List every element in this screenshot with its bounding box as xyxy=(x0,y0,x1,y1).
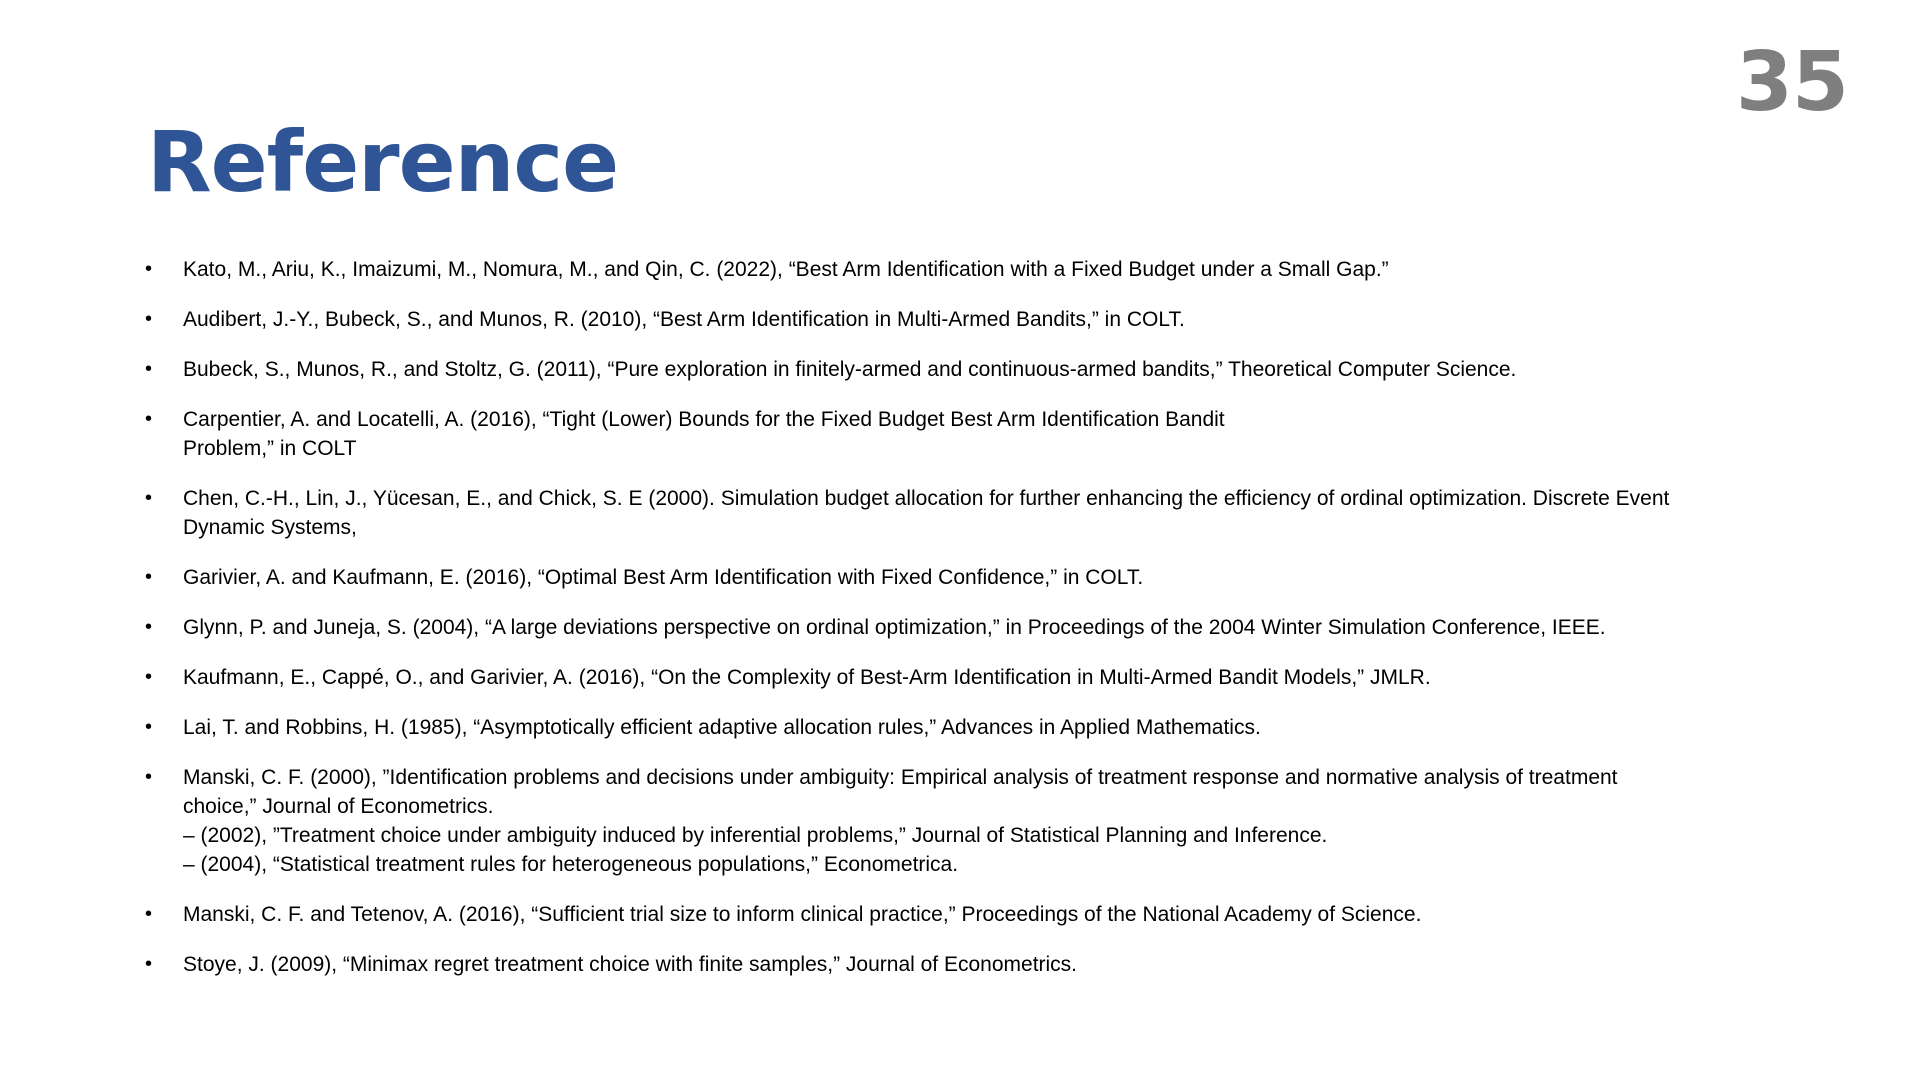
reference-subentry: – (2004), “Statistical treatment rules for heterogeneous populations,” Econometrica. xyxy=(183,853,959,876)
reference-item xyxy=(145,305,1805,334)
page-number: 35 xyxy=(1735,35,1848,130)
reference-item xyxy=(145,484,1805,542)
reference-text: Manski, C. F. (2000), ”Identification problems and decisions under ambiguity: Empirical analysis of treatment response and normative analysis of treatment xyxy=(183,766,1618,789)
reference-text: Audibert, J.-Y., Bubeck, S., and Munos, R. (2010), “Best Arm Identification in Multi-Armed Bandits,” in COLT. xyxy=(183,308,1185,331)
bullet-icon: • xyxy=(145,903,153,925)
reference-list xyxy=(145,255,1805,1000)
reference-item xyxy=(145,713,1805,742)
reference-item xyxy=(145,613,1805,642)
bullet-icon: • xyxy=(145,358,153,380)
reference-item xyxy=(145,563,1805,592)
bullet-icon: • xyxy=(145,716,153,738)
reference-text: Chen, C.-H., Lin, J., Yücesan, E., and Chick, S. E (2000). Simulation budget allocation for further enhancing the efficiency of ordinal optimization. Discrete Event xyxy=(183,487,1670,510)
bullet-icon: • xyxy=(145,308,153,330)
reference-text: Carpentier, A. and Locatelli, A. (2016), “Tight (Lower) Bounds for the Fixed Budget Best Arm Identification Bandit xyxy=(183,408,1225,431)
bullet-icon: • xyxy=(145,258,153,280)
reference-item xyxy=(145,405,1805,463)
bullet-icon: • xyxy=(145,487,153,509)
reference-item xyxy=(145,255,1805,284)
reference-text: Kato, M., Ariu, K., Imaizumi, M., Nomura, M., and Qin, C. (2022), “Best Arm Identification with a Fixed Budget under a Small Gap.” xyxy=(183,258,1389,281)
bullet-icon: • xyxy=(145,766,153,788)
bullet-icon: • xyxy=(145,566,153,588)
reference-item xyxy=(145,763,1805,879)
reference-item xyxy=(145,950,1805,979)
reference-text: Lai, T. and Robbins, H. (1985), “Asymptotically efficient adaptive allocation rules,” Advances in Applied Mathematics. xyxy=(183,716,1261,739)
reference-text: Glynn, P. and Juneja, S. (2004), “A large deviations perspective on ordinal optimization,” in Proceedings of the 2004 Winter Simulation Conference, IEEE. xyxy=(183,616,1606,639)
reference-item xyxy=(145,900,1805,929)
reference-text: Garivier, A. and Kaufmann, E. (2016), “Optimal Best Arm Identification with Fixed Confidence,” in COLT. xyxy=(183,566,1144,589)
reference-text: Bubeck, S., Munos, R., and Stoltz, G. (2011), “Pure exploration in finitely-armed and continuous-armed bandits,” Theoretical Computer Science. xyxy=(183,358,1517,381)
slide-title: Reference xyxy=(147,113,619,211)
reference-text-continued: Problem,” in COLT xyxy=(183,437,357,460)
reference-text: Stoye, J. (2009), “Minimax regret treatment choice with finite samples,” Journal of Econometrics. xyxy=(183,953,1078,976)
reference-text: Manski, C. F. and Tetenov, A. (2016), “Sufficient trial size to inform clinical practice,” Proceedings of the National Academy of Science. xyxy=(183,903,1422,926)
reference-subentry: – (2002), ”Treatment choice under ambiguity induced by inferential problems,” Journal of Statistical Planning and Inference. xyxy=(183,824,1328,847)
reference-item xyxy=(145,663,1805,692)
bullet-icon: • xyxy=(145,408,153,430)
bullet-icon: • xyxy=(145,953,153,975)
reference-text: Kaufmann, E., Cappé, O., and Garivier, A. (2016), “On the Complexity of Best-Arm Identification in Multi-Armed Bandit Models,” JMLR. xyxy=(183,666,1431,689)
reference-text-continued: Dynamic Systems, xyxy=(183,516,357,539)
bullet-icon: • xyxy=(145,616,153,638)
reference-text-continued: choice,” Journal of Econometrics. xyxy=(183,795,494,818)
bullet-icon: • xyxy=(145,666,153,688)
reference-item xyxy=(145,355,1805,384)
